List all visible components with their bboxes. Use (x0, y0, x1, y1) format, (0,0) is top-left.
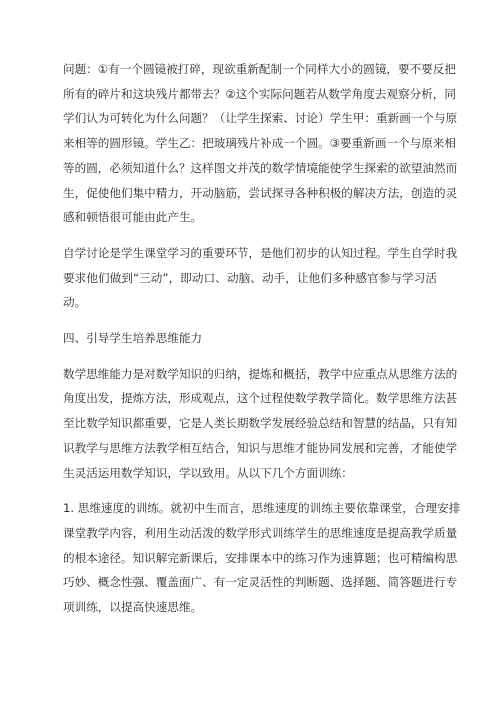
document-page (63, 57, 461, 620)
text-line: 来相等的圆形镜。学生乙：把玻璃残片补成一个圆。③要重新画一个与原来相 (63, 136, 456, 151)
text-line: 至比数学知识都重要，它是人类长期数学发展经验总结和智慧的结晶，只有知 (63, 416, 458, 431)
paragraph-thinking-speed (63, 496, 461, 620)
text-line: 生，促使他们集中精力，开动脑筋，尝试探寻各种积极的解决方法，创造的灵 (63, 185, 458, 200)
text-line: 1. 思维速度的训练。就初中生而言，思维速度的训练主要依靠课堂，合理安排 (63, 501, 461, 516)
text-line: 问题：①有一个圆镜被打碎，现欲重新配制一个同样大小的圆镜，要不要反把 (63, 62, 456, 76)
text-line: 项训练，以提高快速思维。 (63, 600, 203, 615)
text-line: 等的圆，必须知道什么？这样图文并茂的数学情境能使学生探索的欲望油然而 (63, 160, 458, 175)
text-line: 的根本途径。知识解完新课后，安排课本中的练习作为速算题；也可精编构思 (63, 550, 458, 565)
text-line: 巧妙、概念性强、覆盖面广、有一定灵活性的判断题、选择题、简答题进行专 (63, 575, 458, 590)
paragraph-thinking-ability (63, 362, 458, 486)
paragraph-gap (63, 351, 437, 362)
text-line: 识教学与思维方法教学相互结合，知识与思维才能协同发展和完善，才能使学 (63, 440, 458, 455)
text-line: 数学思维能力是对数学知识的归纳，提炼和概括，教学中应重点从思维方法的 (63, 366, 458, 381)
text-line: 角度出发，提炼方法，形成观点，这个过程使数学教学简化。数学思维方法甚 (63, 391, 458, 406)
text-line: 所有的碎片和这块残片都带去？②这个实际问题若从数学角度去观察分析，同 (63, 86, 456, 101)
text-line: 课堂教学内容，利用生动活泼的数学形式训练学生的思维速度是提高教学质量 (63, 525, 458, 540)
paragraph-gap (63, 315, 437, 326)
text-line: 感和顿悟很可能由此产生。 (63, 210, 203, 225)
text-line: 学们认为可转化为什么问题？（让学生探索、讨论）学生甲：重新画一个与原 (63, 111, 458, 126)
text-line: 要求他们做到“三动”，即动口、动脑、动手，让他们多种感官参与学习活 (63, 270, 437, 285)
paragraph-self-study (63, 241, 458, 315)
text-line: 生灵活运用数学知识，学以致用。从以下几个方面训练： (63, 465, 353, 480)
text-line: 动。 (63, 295, 87, 310)
paragraph-gap (63, 230, 437, 241)
paragraph-gap (63, 485, 437, 496)
section-heading: 四、引导学生培养思维能力 (63, 331, 203, 346)
paragraph-problem (63, 57, 458, 230)
text-line: 自学讨论是学生课堂学习的重要环节，是他们初步的认知过程。学生自学时我 (63, 245, 458, 260)
